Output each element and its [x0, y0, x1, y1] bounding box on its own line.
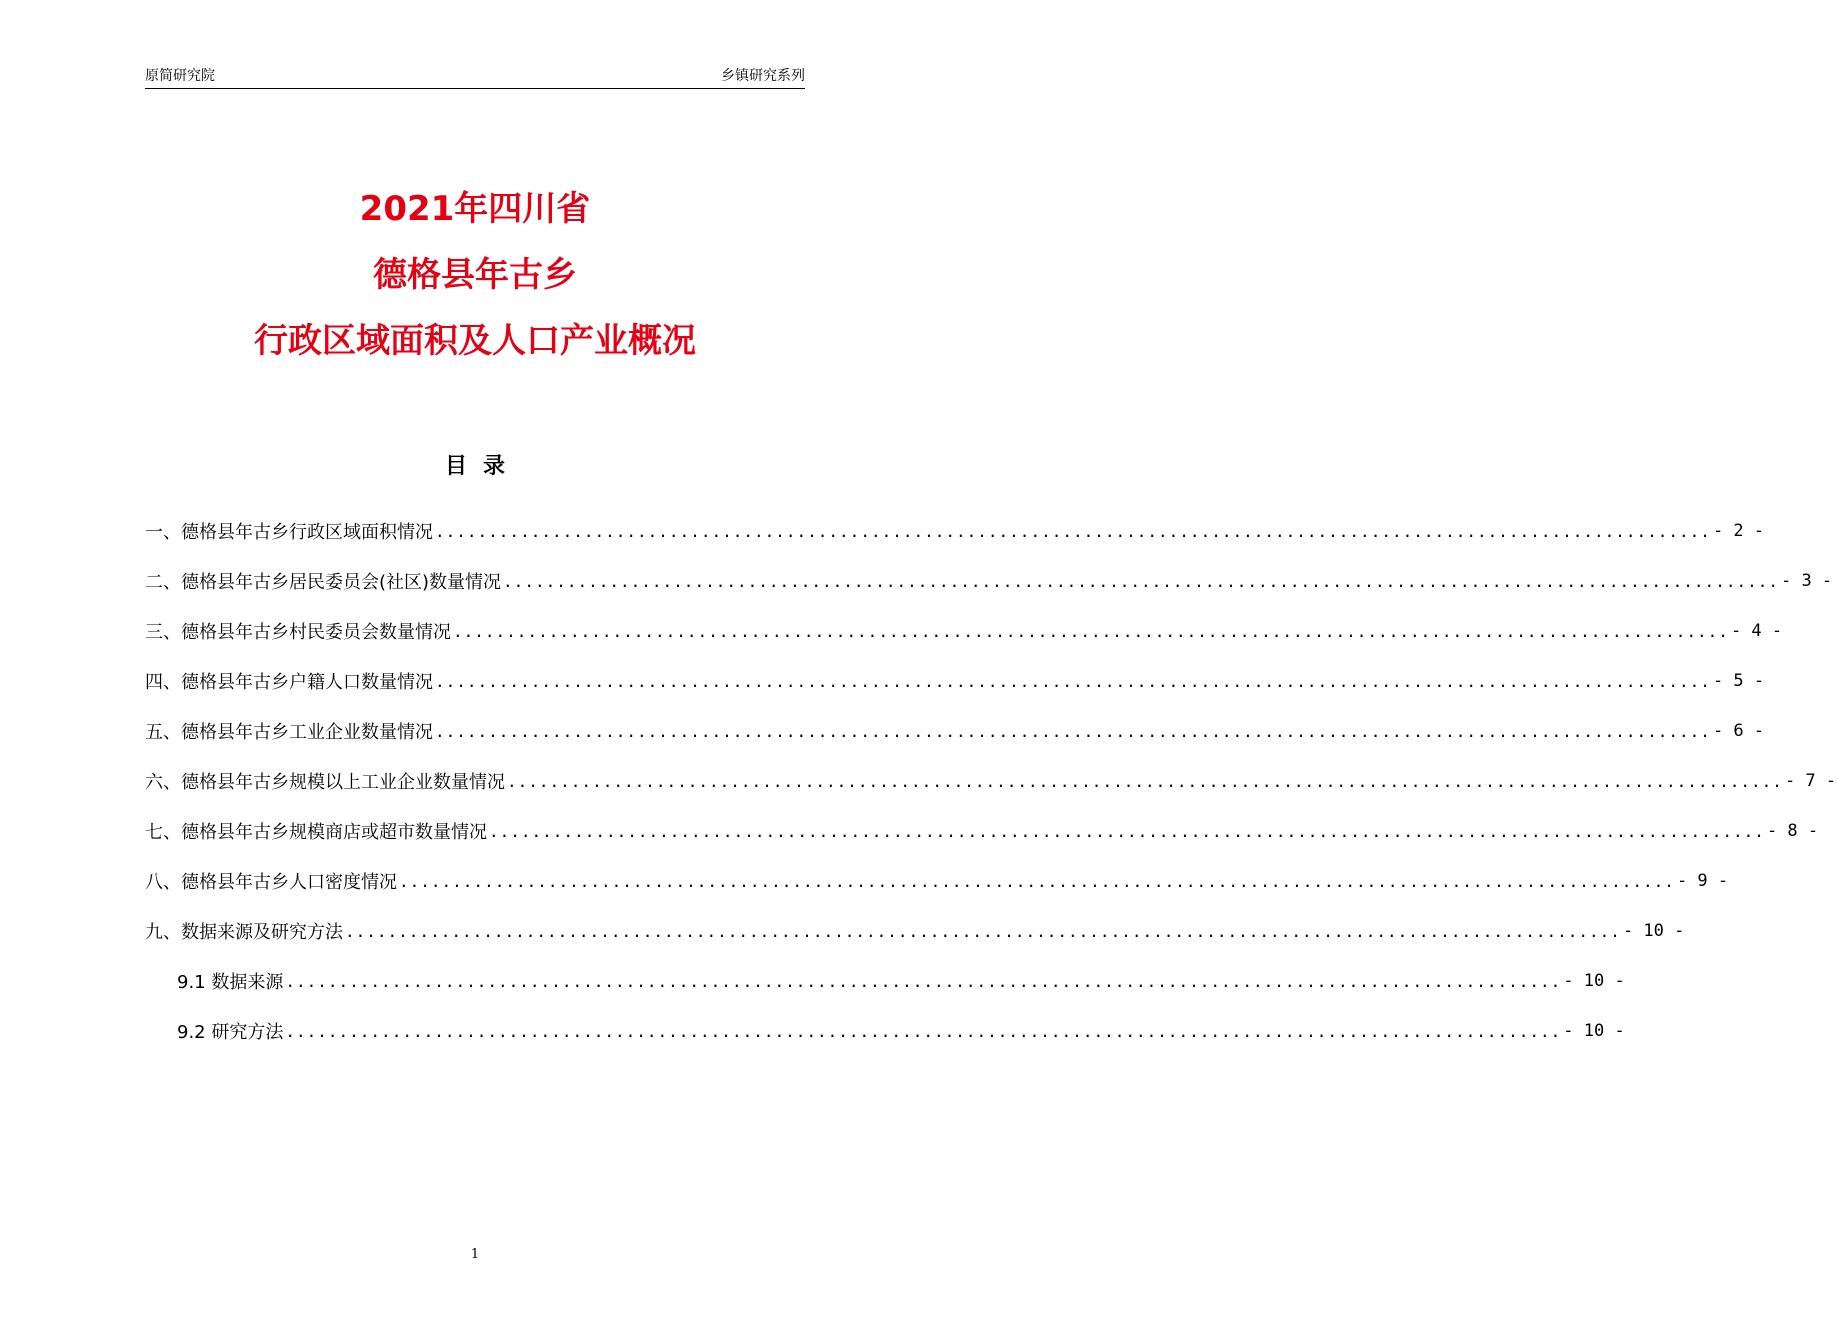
toc-entry-page: - 2 -: [1712, 521, 1765, 541]
page-number: 1: [470, 1247, 480, 1262]
toc-leader-dots: ........................................................................................................................: [285, 1021, 1562, 1041]
toc-leader-dots: ........................................................................................................................: [399, 871, 1675, 891]
toc-leader-dots: ........................................................................................................................: [435, 521, 1711, 541]
toc-leader-dots: ........................................................................................................................: [435, 671, 1711, 691]
toc-entry-4[interactable]: [145, 656, 1765, 706]
toc-entry-9-2[interactable]: [145, 1006, 1625, 1056]
toc-entry-text: 五、德格县年古乡工业企业数量情况: [145, 722, 433, 743]
toc-entry-8[interactable]: [145, 856, 1729, 906]
toc-entry-text: 9.2 研究方法: [177, 1022, 284, 1043]
toc-entry-page: - 3 -: [1780, 571, 1833, 591]
toc-entry-5[interactable]: [145, 706, 1765, 756]
page-header: [145, 66, 805, 89]
toc-entry-page: - 10 -: [1563, 971, 1625, 991]
table-of-contents: [145, 506, 1836, 1056]
toc-entry-text: 一、德格县年古乡行政区域面积情况: [145, 522, 433, 543]
title-line-2: 德格县年古乡: [373, 255, 577, 295]
toc-leader-dots: ........................................................................................................................: [285, 971, 1562, 991]
header-series: 乡镇研究系列: [721, 68, 805, 84]
toc-entry-9[interactable]: [145, 906, 1685, 956]
toc-entry-page: - 10 -: [1622, 921, 1685, 941]
toc-entry-page: - 4 -: [1730, 621, 1783, 641]
title-line-1: 2021年四川省: [359, 189, 591, 229]
toc-heading: 目录: [444, 454, 521, 479]
toc-entry-page: - 10 -: [1563, 1021, 1625, 1041]
header-publisher: 原简研究院: [145, 68, 215, 84]
toc-entry-text: 七、德格县年古乡规模商店或超市数量情况: [145, 822, 487, 843]
toc-entry-page: - 9 -: [1676, 871, 1729, 891]
toc-entry-text: 八、德格县年古乡人口密度情况: [145, 872, 397, 893]
toc-entry-1[interactable]: [145, 506, 1765, 556]
toc-leader-dots: ........................................................................................................................: [507, 771, 1783, 791]
toc-entry-page: - 6 -: [1712, 721, 1765, 741]
toc-leader-dots: ........................................................................................................................: [345, 921, 1621, 941]
toc-entry-2[interactable]: [145, 556, 1833, 606]
toc-entry-9-1[interactable]: [145, 956, 1625, 1006]
document-title: [0, 176, 950, 374]
toc-entry-text: 9.1 数据来源: [177, 972, 284, 993]
toc-entry-3[interactable]: [145, 606, 1783, 656]
toc-entry-page: - 8 -: [1766, 821, 1819, 841]
toc-leader-dots: ........................................................................................................................: [489, 821, 1765, 841]
title-line-3: 行政区域面积及人口产业概况: [254, 321, 696, 361]
toc-entry-page: - 5 -: [1712, 671, 1765, 691]
toc-entry-6[interactable]: [145, 756, 1836, 806]
toc-entry-page: - 7 -: [1784, 771, 1836, 791]
toc-entry-text: 二、德格县年古乡居民委员会(社区)数量情况: [145, 572, 502, 593]
toc-entry-7[interactable]: [145, 806, 1819, 856]
toc-entry-text: 六、德格县年古乡规模以上工业企业数量情况: [145, 772, 505, 793]
toc-leader-dots: ........................................................................................................................: [503, 571, 1779, 591]
toc-leader-dots: ........................................................................................................................: [435, 721, 1711, 741]
toc-entry-text: 三、德格县年古乡村民委员会数量情况: [145, 622, 451, 643]
toc-entry-text: 四、德格县年古乡户籍人口数量情况: [145, 672, 433, 693]
toc-leader-dots: ........................................................................................................................: [453, 621, 1729, 641]
toc-entry-text: 九、数据来源及研究方法: [145, 922, 343, 943]
